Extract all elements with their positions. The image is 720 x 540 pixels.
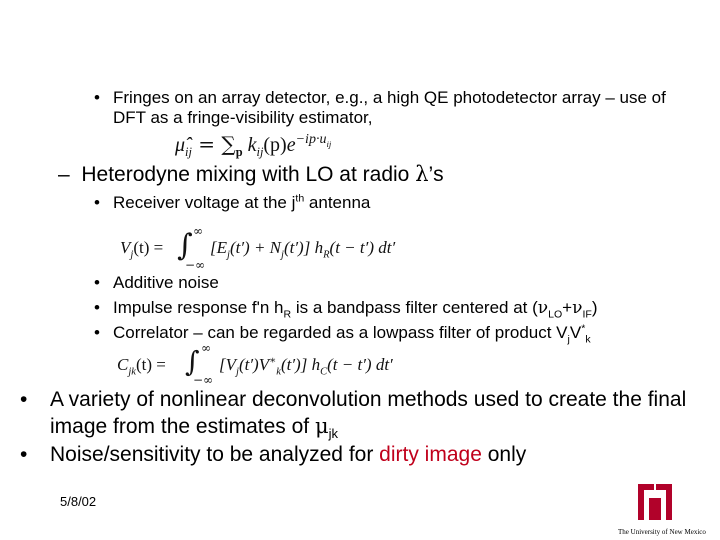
bullet-text: Fringes on an array detector, e.g., a high QE photodetector array – use of DFT as a fringe-visibility estimator, xyxy=(113,88,666,127)
bullet-correlator: • Correlator – can be regarded as a lowpass filter of product $V_jV^*_k$ xyxy=(94,322,591,346)
bullet-heterodyne: – Heterodyne mixing with LO at radio λ’s xyxy=(58,162,444,186)
university-logo xyxy=(618,480,716,536)
bullet-deconvolution: • A variety of nonlinear deconvolution methods used to create the final image from the estimates of $\mu_{jk}$ xyxy=(20,388,687,442)
footer-date: 5/8/02 xyxy=(60,494,97,509)
logo-text: The University of New Mexico xyxy=(618,528,706,536)
bullet-noise-sensitivity: • Noise/sensitivity to be analyzed for dirty image only xyxy=(20,443,527,466)
equation-dft-estimator: $\mû_{ij} = \sum_p$ $k_{ij}(p)e^{-ip\cdot u_{ij}}$ xyxy=(175,132,332,159)
exponent: −ip·uij xyxy=(295,132,332,150)
bullet-marker: • xyxy=(94,88,100,107)
lambda-symbol: λ xyxy=(415,162,429,186)
dash-marker: – xyxy=(58,163,70,186)
bullet-receiver: • Receiver voltage at the $j^{th}$ antenna xyxy=(94,192,371,212)
bullet-additive-noise: • Additive noise xyxy=(94,273,219,292)
dirty-image-highlight: dirty image xyxy=(379,443,482,466)
bullet-fringes xyxy=(94,88,693,128)
unm-logo-icon xyxy=(618,480,716,522)
bullet-impulse-response: • Impulse response f'n $h_R$ is a bandpass filter centered at $(\nu_{LO}+\nu_{IF})$ xyxy=(94,298,598,321)
